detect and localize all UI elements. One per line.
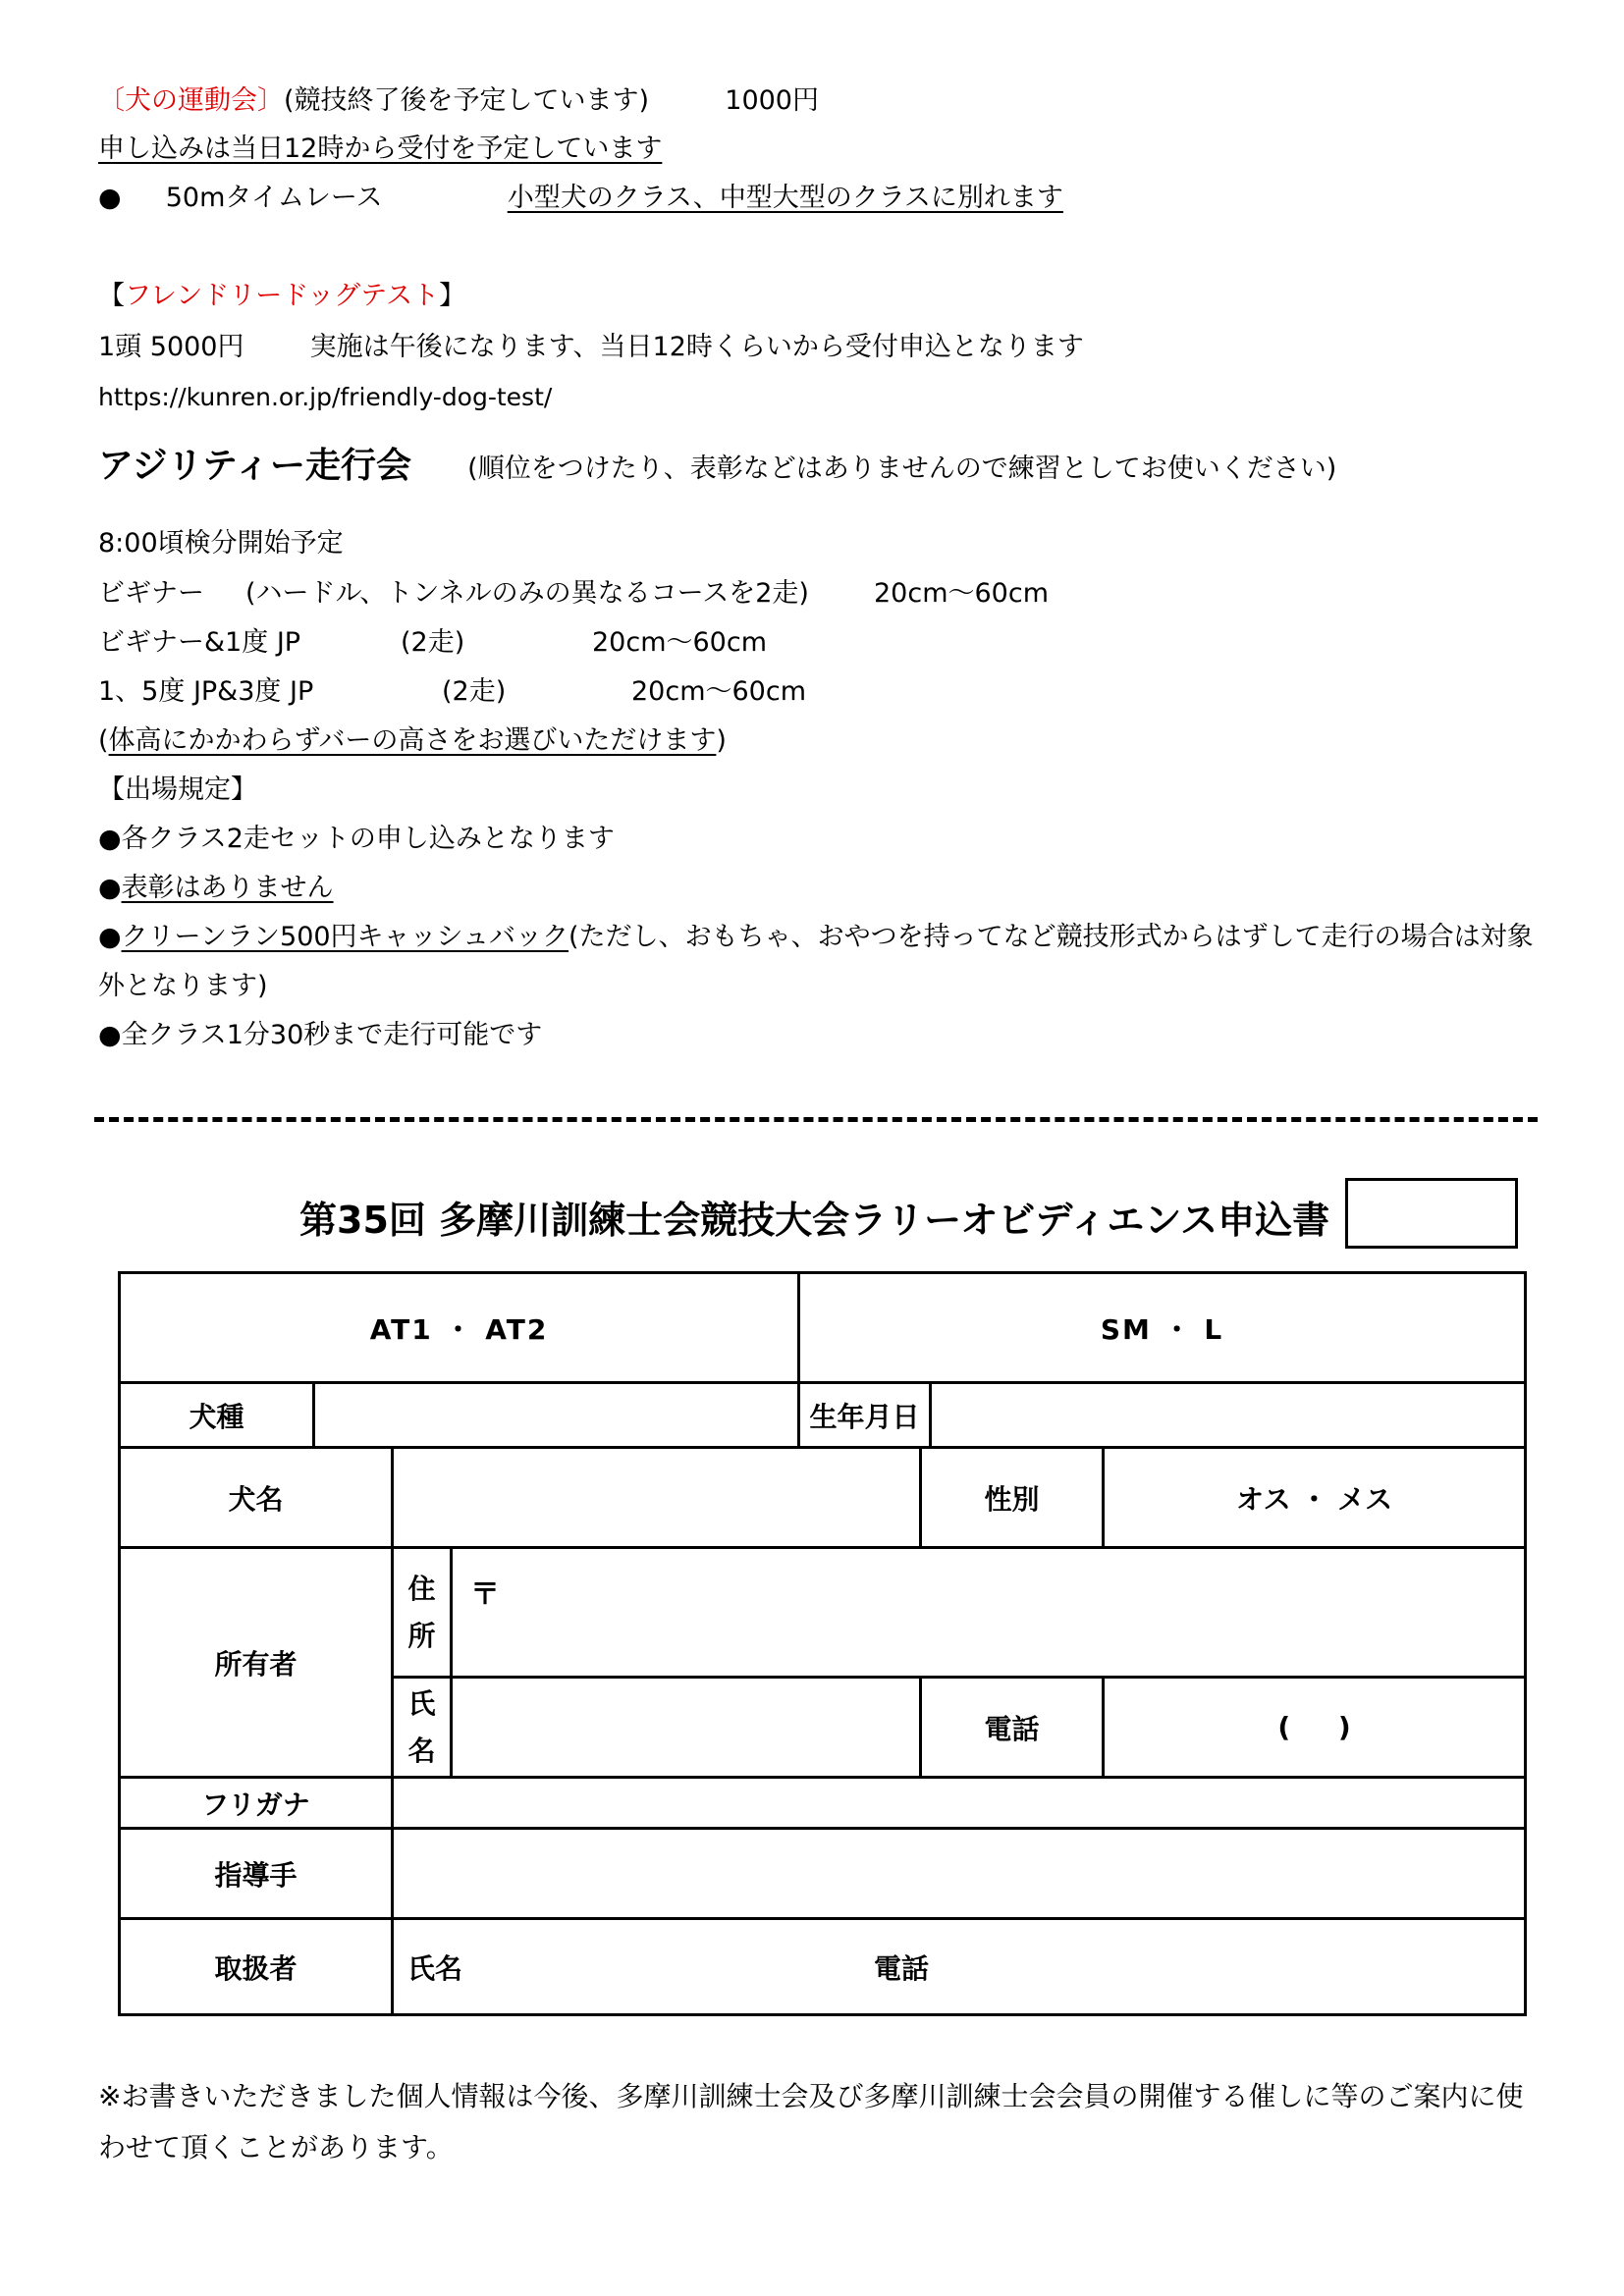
agility-bar-note-open: ( bbox=[98, 725, 109, 756]
agility-rule-2 bbox=[98, 872, 334, 905]
bullet-icon: ● bbox=[98, 922, 122, 952]
instructor-field[interactable] bbox=[393, 1829, 1526, 1919]
instructor-label: 指導手 bbox=[120, 1829, 393, 1919]
furigana-label: フリガナ bbox=[120, 1778, 393, 1829]
agility-rule-3-cont: 外となります) bbox=[98, 971, 268, 1001]
agility-class-name: ビギナー bbox=[98, 578, 204, 609]
dog-name-label: 犬名 bbox=[120, 1448, 393, 1548]
owner-label: 所有者 bbox=[120, 1548, 393, 1778]
friendly-test-bracket-close: 】 bbox=[439, 281, 466, 311]
dog-sports-bracket-open: 〔 bbox=[98, 85, 125, 116]
friendly-test-note: 実施は午後になります、当日12時くらいから受付申込となります bbox=[309, 332, 1084, 362]
furigana-field[interactable] bbox=[393, 1778, 1526, 1829]
size-choice[interactable]: SM ・ L bbox=[799, 1273, 1526, 1383]
handler-label: 取扱者 bbox=[120, 1919, 393, 2015]
privacy-footnote: ※お書きいただきました個人情報は今後、多摩川訓練士会及び多摩川訓練士会会員の開催する催しに等のご案内に使わせて頂くことがあります。 bbox=[98, 2080, 1524, 2163]
address-field[interactable] bbox=[452, 1548, 1526, 1678]
agility-class-detail: (2走) bbox=[401, 627, 465, 658]
name-label-1: 氏 bbox=[407, 1686, 436, 1720]
agility-rule-4: ●全クラス1分30秒まで走行可能です bbox=[98, 1020, 543, 1050]
owner-name-field[interactable] bbox=[452, 1678, 921, 1778]
phone-label: 電話 bbox=[921, 1678, 1104, 1778]
handler-phone-label: 電話 bbox=[874, 1951, 930, 1985]
breed-field[interactable] bbox=[314, 1383, 799, 1448]
friendly-test-info bbox=[98, 331, 1084, 364]
birth-label: 生年月日 bbox=[799, 1383, 931, 1448]
phone-field[interactable]: ( ) bbox=[1104, 1678, 1526, 1778]
address-label-1: 住 bbox=[407, 1572, 436, 1605]
postal-mark: 〒 bbox=[470, 1576, 500, 1612]
agility-bar-note-text: 体高にかかわらずバーの高さをお選びいただけます bbox=[108, 725, 717, 756]
agility-class-height: 20cm～60cm bbox=[631, 676, 807, 707]
friendly-test-heading bbox=[98, 280, 465, 313]
friendly-test-bracket-open: 【 bbox=[98, 281, 125, 311]
handler-name-label: 氏名 bbox=[407, 1951, 463, 1985]
race-line bbox=[98, 182, 1063, 215]
agility-class-row bbox=[98, 577, 1049, 611]
application-form bbox=[118, 1271, 1527, 2016]
agility-class-detail: (2走) bbox=[442, 676, 507, 707]
agility-class-height: 20cm～60cm bbox=[874, 578, 1050, 609]
dog-sports-bracket-close: 〕 bbox=[257, 85, 284, 116]
reception-number-box[interactable] bbox=[1345, 1178, 1518, 1249]
agility-title: アジリティー走行会 bbox=[98, 446, 411, 486]
agility-rule-3-underlined: クリーンラン500円キャッシュバック bbox=[121, 922, 569, 952]
agility-note: (順位をつけたり、表彰などはありませんので練習としてお使いください) bbox=[467, 454, 1337, 484]
agility-rule-3 bbox=[98, 921, 1534, 954]
owner-name-label bbox=[393, 1678, 452, 1778]
agility-bar-note-close: ) bbox=[716, 725, 727, 756]
dog-name-field[interactable] bbox=[393, 1448, 921, 1548]
dog-sports-note: (競技終了後を予定しています) bbox=[284, 85, 650, 116]
agility-rule-3-rest: (ただし、おもちゃ、おやつを持ってなど競技形式からはずして走行の場合は対象 bbox=[568, 922, 1534, 952]
dog-sports-price: 1000円 bbox=[725, 85, 819, 116]
agility-rule-1: ●各クラス2走セットの申し込みとなります bbox=[98, 824, 615, 854]
agility-start: 8:00頃検分開始予定 bbox=[98, 528, 344, 559]
agility-heading bbox=[98, 446, 1337, 486]
handler-field[interactable] bbox=[393, 1919, 1526, 2015]
agility-class-row bbox=[98, 675, 806, 709]
breed-label: 犬種 bbox=[120, 1383, 314, 1448]
agility-class-detail: (ハードル、トンネルのみの異なるコースを2走) bbox=[245, 578, 809, 609]
agility-rules-title: 【出場規定】 bbox=[98, 774, 257, 805]
class-choice[interactable]: AT1 ・ AT2 bbox=[120, 1273, 799, 1383]
dog-sports-heading bbox=[98, 84, 819, 118]
race-classes: 小型犬のクラス、中型大型のクラスに別れます bbox=[507, 183, 1063, 213]
bullet-icon: ● bbox=[98, 873, 122, 903]
cut-line-divider bbox=[94, 1117, 1538, 1122]
agility-class-row bbox=[98, 626, 767, 660]
agility-class-name: ビギナー&1度 JP bbox=[98, 627, 301, 658]
address-label-2: 所 bbox=[407, 1619, 436, 1652]
agility-rule-2-text: 表彰はありません bbox=[121, 873, 334, 903]
friendly-test-url[interactable]: https://kunren.or.jp/friendly-dog-test/ bbox=[98, 383, 553, 411]
friendly-test-title: フレンドリードッグテスト bbox=[125, 281, 440, 311]
dog-sports-title: 犬の運動会 bbox=[125, 85, 257, 116]
agility-bar-note bbox=[98, 724, 727, 758]
agility-class-height: 20cm～60cm bbox=[592, 627, 768, 658]
dog-sports-reception: 申し込みは当日12時から受付を予定しています bbox=[98, 133, 663, 164]
friendly-test-price: 1頭 5000円 bbox=[98, 332, 244, 362]
sex-label: 性別 bbox=[921, 1448, 1104, 1548]
birth-field[interactable] bbox=[931, 1383, 1526, 1448]
address-label bbox=[393, 1548, 452, 1678]
form-title: 第35回 多摩川訓練士会競技大会ラリーオビディエンス申込書 bbox=[299, 1199, 1330, 1242]
race-name: 50mタイムレース bbox=[165, 183, 383, 213]
name-label-2: 名 bbox=[407, 1734, 436, 1767]
agility-class-name: 1、5度 JP&3度 JP bbox=[98, 676, 314, 707]
bullet-icon: ● bbox=[98, 183, 122, 213]
sex-choice[interactable]: オス ・ メス bbox=[1104, 1448, 1526, 1548]
